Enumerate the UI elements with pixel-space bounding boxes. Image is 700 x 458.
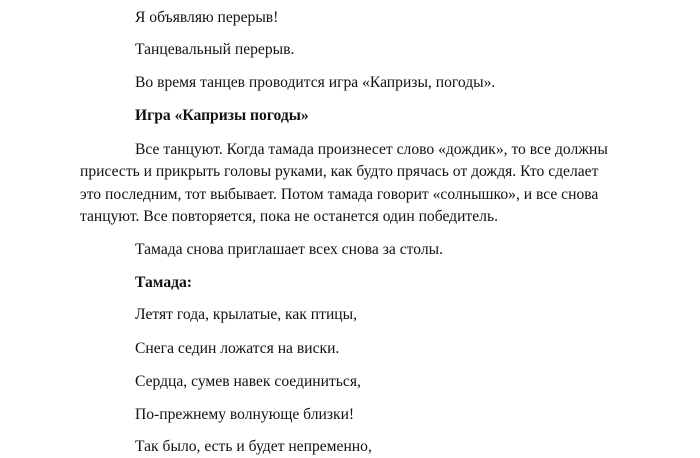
game-text-line-3: это последним, тот выбывает. Потом тамада говорит «солнышко», и все снова [80, 186, 599, 203]
poem-line-4: По-прежнему волнующе близки! [135, 406, 355, 423]
poem-line-5: Так было, есть и будет непременно, [135, 438, 372, 455]
paragraph-back-to-tables: Тамада снова приглашает всех снова за столы. [135, 241, 443, 258]
heading-game: Игра «Капризы погоды» [135, 107, 309, 124]
paragraph-game-intro: Во время танцев проводится игра «Капризы, погоды». [135, 74, 496, 91]
poem-line-3: Сердца, сумев навек соединиться, [135, 373, 361, 390]
paragraph-break-announcement: Я объявляю перерыв! [135, 9, 279, 26]
poem-line-2: Снега седин ложатся на виски. [135, 340, 340, 357]
game-text-line-4: танцуют. Все повторяется, пока не останется один победитель. [80, 208, 498, 225]
game-text-line-2: присесть и прикрыть головы руками, как будто прячась от дождя. Кто сделает [80, 163, 599, 180]
game-text-line-1: Все танцуют. Когда тамада произнесет слово «дождик», то все должны [135, 141, 608, 158]
paragraph-dance-break: Танцевальный перерыв. [135, 41, 295, 58]
heading-speaker: Тамада: [135, 274, 192, 291]
poem-line-1: Летят года, крылатые, как птицы, [135, 306, 358, 323]
